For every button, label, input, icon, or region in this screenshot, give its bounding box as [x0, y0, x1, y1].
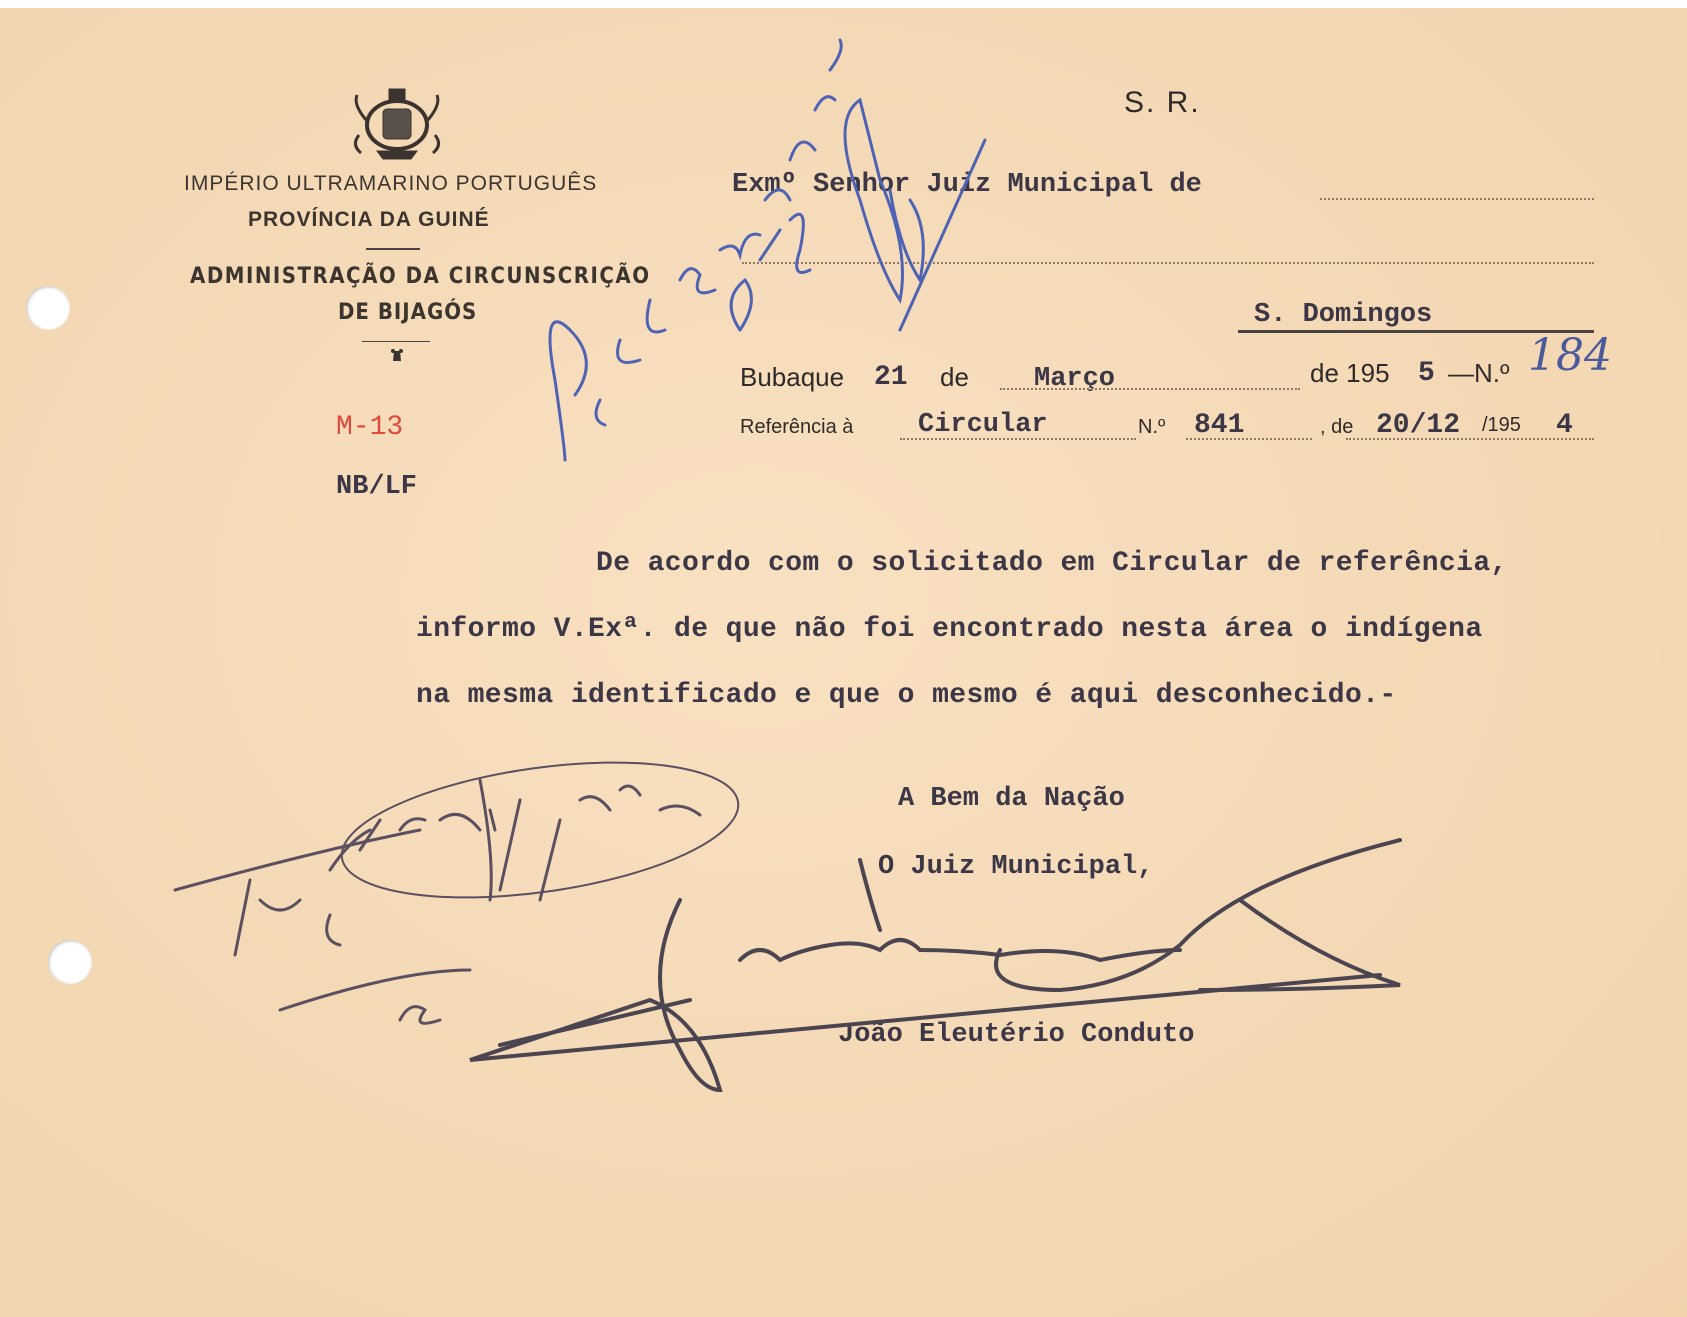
dateline-year-digit: 5: [1418, 358, 1435, 389]
reference-dotted-date: [1346, 438, 1594, 440]
header-divider-small: [362, 341, 430, 342]
header-divider: [366, 248, 420, 250]
body-line-1: De acordo com o solicitado em Circular de referência,: [596, 548, 1508, 579]
addressee-dotted-line-2: [742, 262, 1594, 264]
dateline-year-label: de 195: [1310, 358, 1390, 388]
addressee-line: Exmº Senhor Juiz Municipal de: [732, 170, 1202, 200]
reference-year-digit: 4: [1556, 410, 1573, 441]
dateline-number-label: —N.º: [1448, 358, 1510, 388]
header-empire: IMPÉRIO ULTRAMARINO PORTUGUÊS: [184, 172, 598, 195]
reference-number: 841: [1194, 410, 1245, 441]
closing-salutation: A Bem da Nação: [898, 784, 1125, 814]
reference-label: Referência à: [740, 416, 854, 438]
addressee-dotted-line-1: [1320, 198, 1594, 200]
document-page: [0, 8, 1687, 1317]
punch-hole-top: [26, 286, 70, 330]
dateline-month: Março: [1034, 364, 1116, 394]
dateline-place: Bubaque: [740, 362, 845, 392]
reference-dotted-number: [1186, 438, 1312, 440]
typist-initials: NB/LF: [336, 472, 418, 502]
body-line-2: informo V.Exª. de que não foi encontrado nesta área o indígena: [416, 614, 1483, 645]
dateline-day: 21: [874, 362, 908, 393]
header-province: PROVÍNCIA DA GUINÉ: [248, 208, 490, 231]
dateline-number: 184: [1528, 330, 1612, 381]
sr-mark: S. R.: [1124, 86, 1201, 119]
closing-title: O Juiz Municipal,: [878, 852, 1154, 882]
dateline-dotted-month: [1000, 388, 1300, 390]
reference-n-label: N.º: [1138, 416, 1166, 438]
punch-hole-bottom: [48, 940, 92, 984]
closing-name: João Eleutério Conduto: [838, 1020, 1195, 1050]
addressee-location: S. Domingos: [1254, 300, 1433, 330]
header-district: DE BIJAGÓS: [338, 300, 478, 325]
reference-year-prefix: /195: [1482, 414, 1521, 436]
header-administration: ADMINISTRAÇÃO DA CIRCUNSCRIÇÃO: [190, 264, 651, 289]
reference-de-label: , de: [1320, 416, 1354, 438]
reference-type: Circular: [918, 410, 1048, 440]
reference-code: M-13: [336, 412, 404, 443]
body-line-3: na mesma identificado e que o mesmo é aqui desconhecido.-: [416, 680, 1397, 711]
dateline-de: de: [940, 362, 969, 392]
reference-date: 20/12: [1376, 410, 1461, 441]
reference-dotted-type: [900, 438, 1136, 440]
